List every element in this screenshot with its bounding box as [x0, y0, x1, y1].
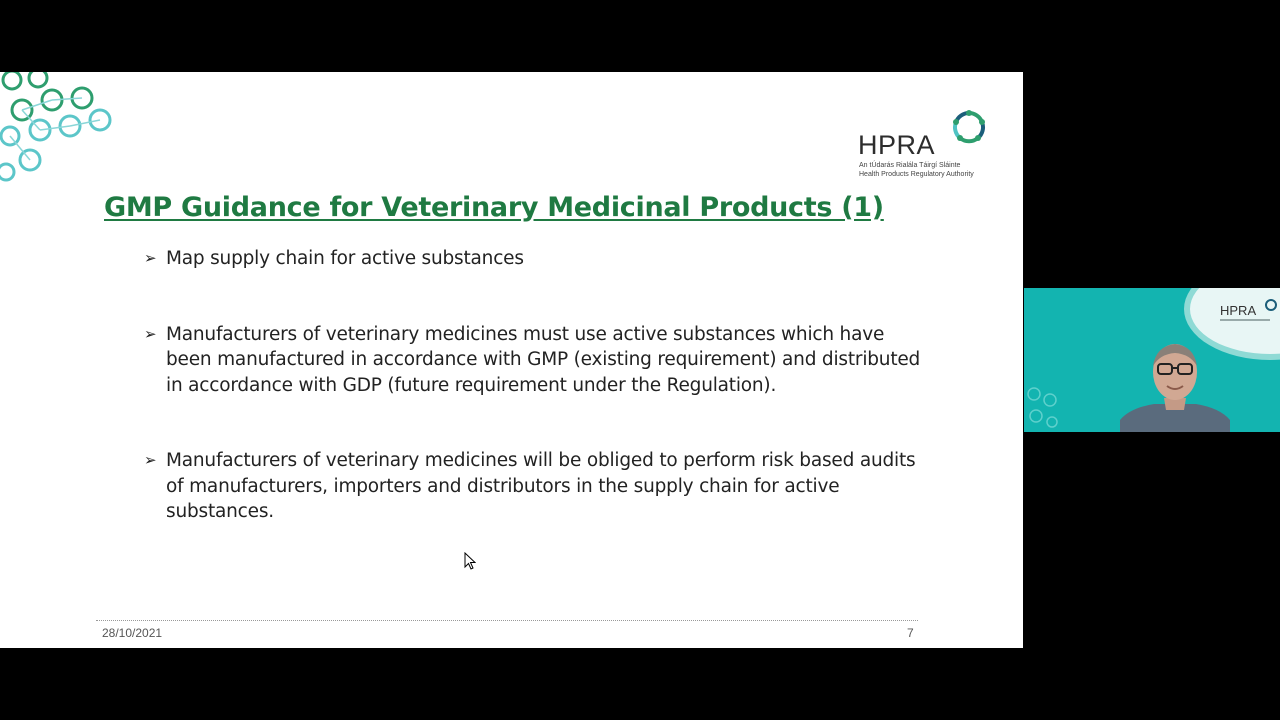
- hpra-logo-subtitle-irish: An tÚdarás Rialála Táirgí Sláinte: [859, 162, 961, 169]
- bullet-item: [144, 322, 924, 399]
- webcam-hpra-logo: HPRA: [1220, 303, 1257, 318]
- mouse-pointer-icon: [464, 552, 476, 570]
- arrow-bullet-icon: ➢: [144, 451, 157, 469]
- presenter-video-silhouette: [1120, 336, 1230, 432]
- footer-divider: [96, 620, 918, 621]
- webcam-logo-mark-icon: [1264, 298, 1278, 312]
- bullet-list: [144, 246, 924, 525]
- bullet-item: [144, 246, 924, 272]
- hpra-logo-text: HPRA: [858, 130, 936, 160]
- hpra-logo: [858, 110, 998, 182]
- webcam-video-feed[interactable]: [1024, 288, 1280, 432]
- hpra-logo-mark-icon: [952, 110, 986, 144]
- bullet-text: Map supply chain for active substances: [166, 248, 524, 269]
- arrow-bullet-icon: ➢: [144, 324, 157, 343]
- footer-page-number: 7: [907, 626, 914, 640]
- slide-title: GMP Guidance for Veterinary Medicinal Products (1): [104, 192, 884, 223]
- bullet-item: [144, 448, 924, 525]
- bullet-text: Manufacturers of veterinary medicines must use active substances which have been manufactured in accordance with GMP (existing requirement) and distributed in accordance with GDP (future requirement under the Regulation).: [166, 323, 921, 396]
- webcam-logo-subtitle: [1220, 319, 1270, 321]
- bullet-text: Manufacturers of veterinary medicines will be obliged to perform risk based audits of manufacturers, importers and distributors in the supply chain for active substances.: [166, 450, 916, 522]
- arrow-bullet-icon: ➢: [144, 249, 157, 267]
- webcam-pattern-decoration: [1024, 384, 1064, 432]
- presentation-slide: [0, 72, 1023, 648]
- hpra-logo-subtitle-english: Health Products Regulatory Authority: [859, 171, 974, 178]
- footer-date: 28/10/2021: [102, 626, 163, 640]
- molecule-pattern-decoration: [0, 72, 130, 192]
